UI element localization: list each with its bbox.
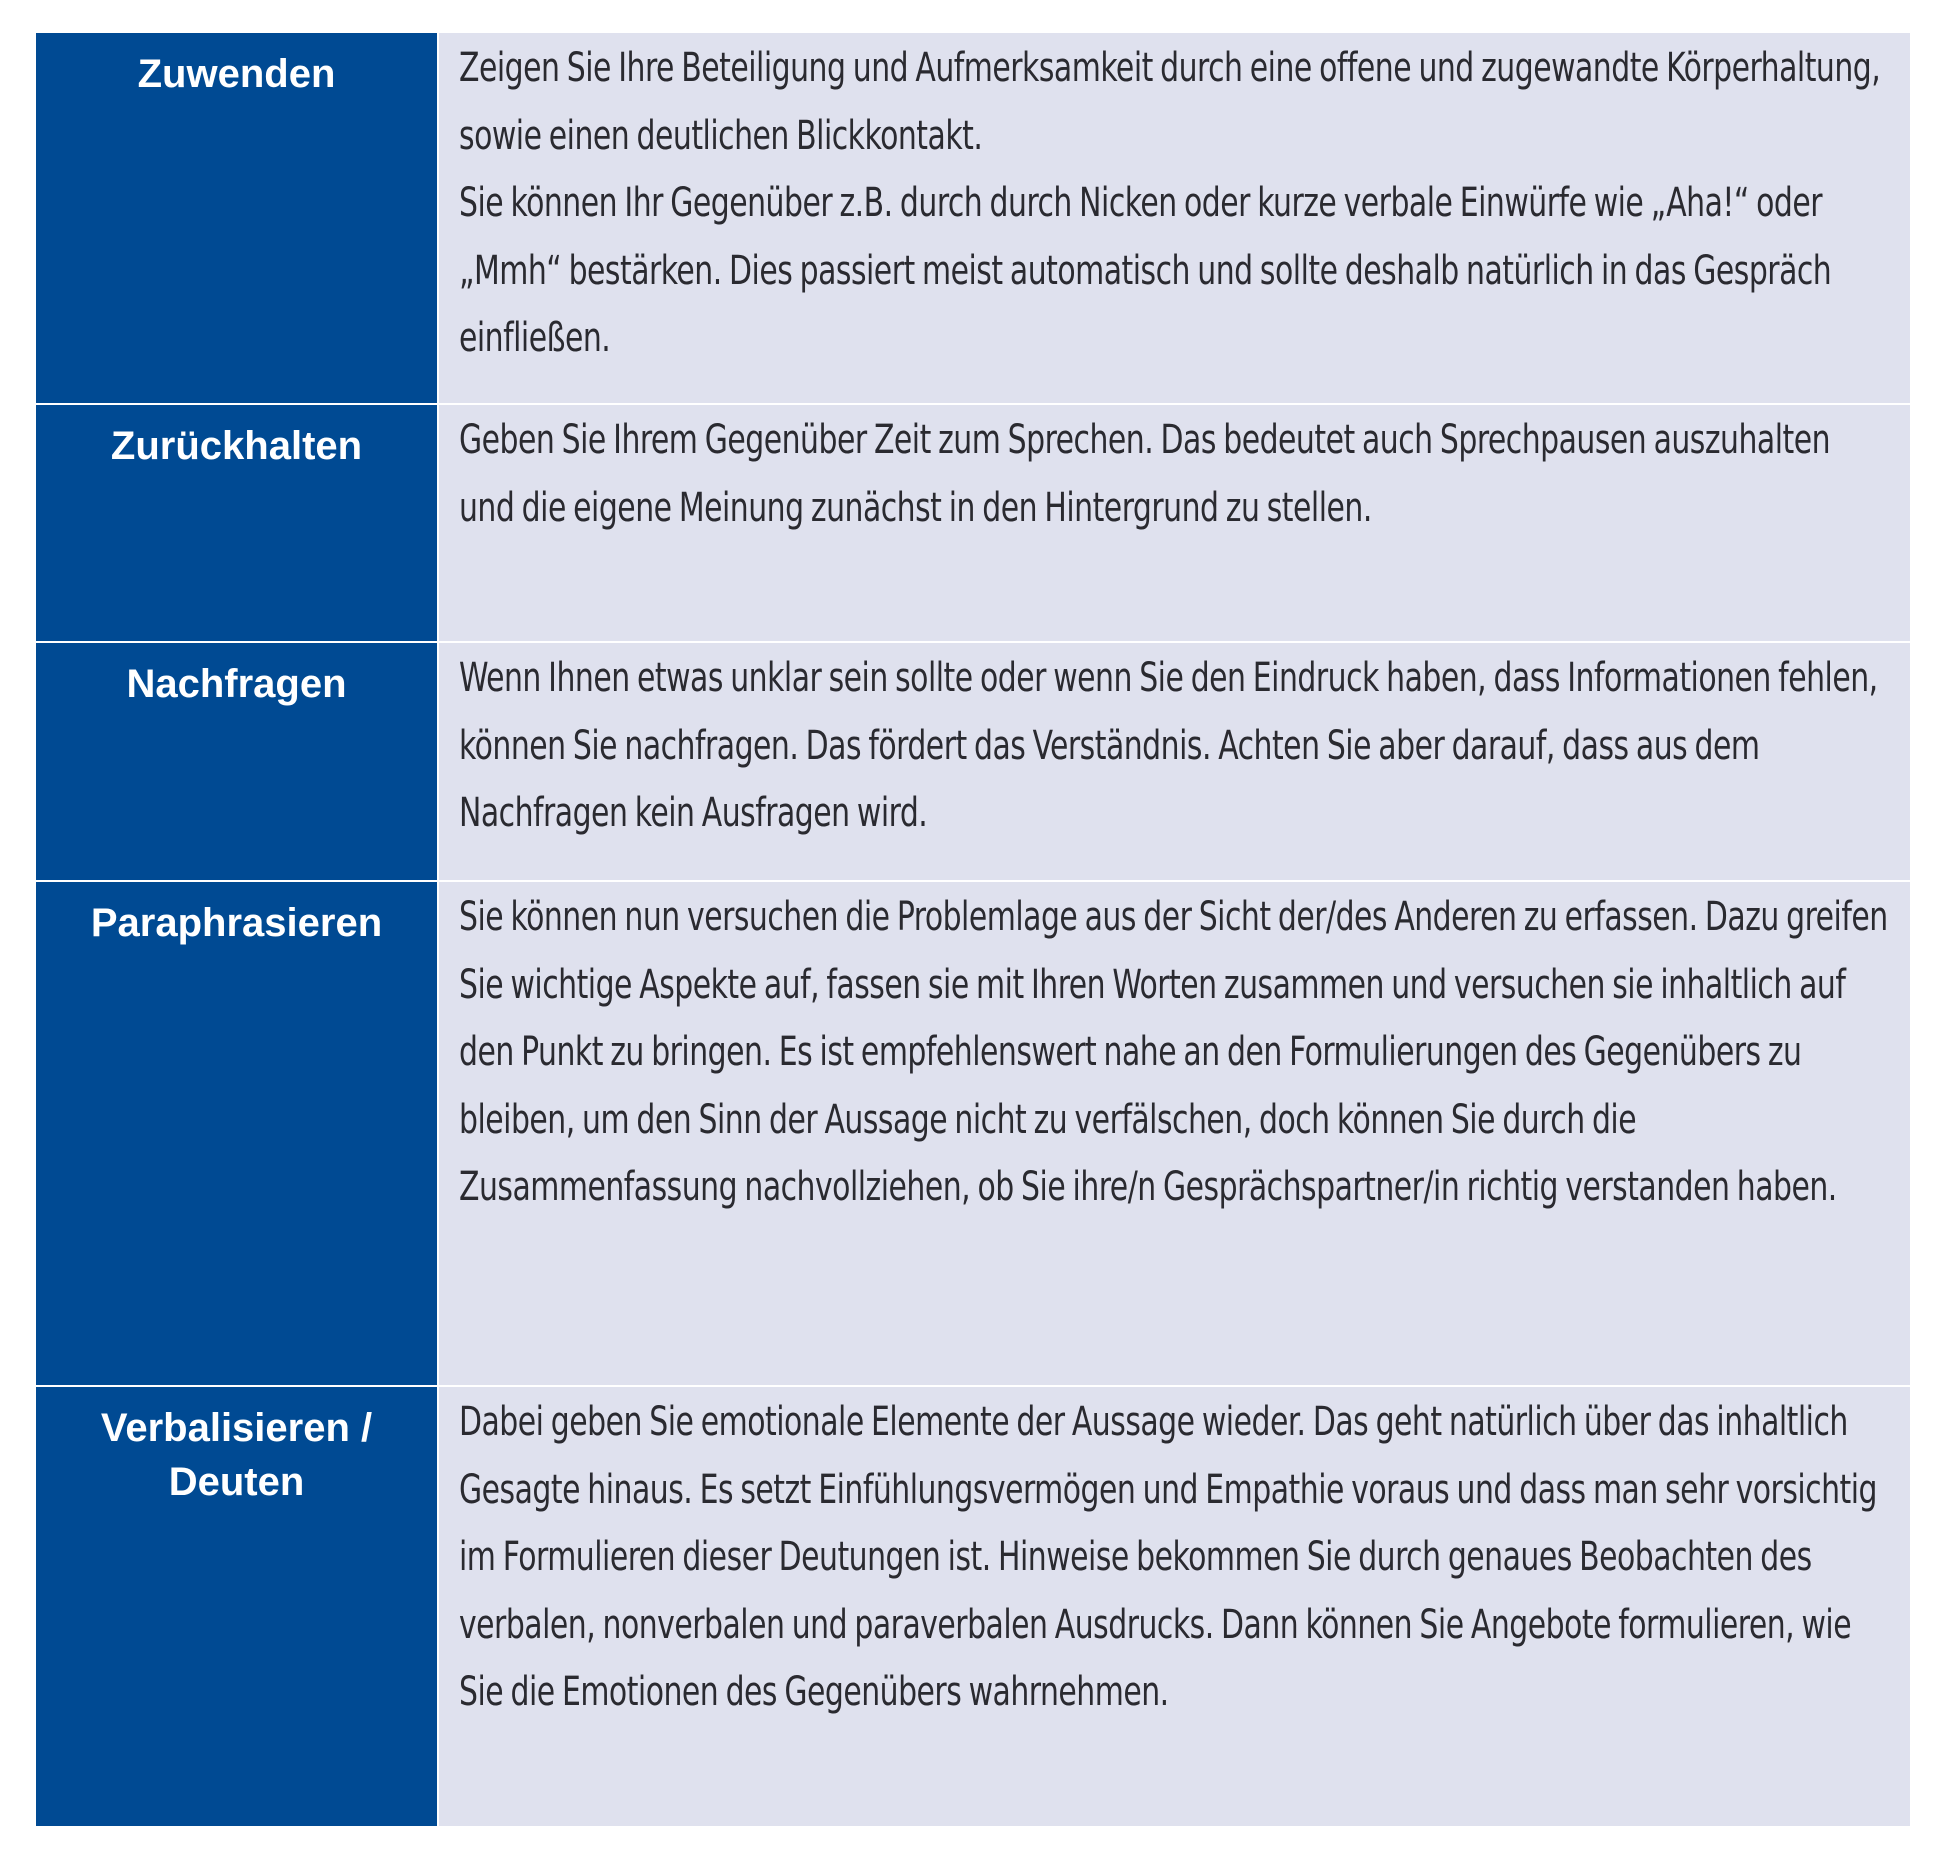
description-cell (439, 882, 1910, 1387)
term-label: Verbalisieren / (100, 1406, 373, 1450)
listening-techniques-table (36, 33, 1910, 1826)
term-cell (36, 643, 439, 882)
description-cell (439, 1387, 1910, 1826)
description-text: Dabei geben Sie emotionale Elemente der Aussage wieder. Das geht natürlich über das inhaltlich Gesagte hinaus. Es setzt Einfühlungsvermögen und Empathie voraus und dass man sehr vorsichtig im Formulieren dieser Deutungen ist. Hinweise bekommen Sie durch genaues Beobachten des verbalen, nonverbalen und paraverbalen Ausdrucks. Dann können Sie Angebote formulieren, wie Sie die Emotionen des Gegenübers wahrnehmen. (459, 1399, 1878, 1715)
term-cell (36, 1387, 439, 1826)
description-text: Wenn Ihnen etwas unklar sein sollte oder wenn Sie den Eindruck haben, dass Informationen fehlen, können Sie nachfragen. Das fördert das Verständnis. Achten Sie aber darauf, dass aus dem Nachfragen kein Ausfragen wird. (459, 655, 1878, 836)
description-cell (439, 643, 1910, 882)
description-text: Geben Sie Ihrem Gegenüber Zeit zum Sprechen. Das bedeutet auch Sprechpausen auszuhalten und die eigene Meinung zunächst in den Hintergrund zu stellen. (459, 417, 1831, 531)
term-cell (36, 405, 439, 643)
term-label: Zuwenden (137, 52, 336, 96)
description-text: Zeigen Sie Ihre Beteiligung und Aufmerksamkeit durch eine offene und zugewandte Körperhaltung, sowie einen deutlichen Blickkontakt. Sie können Ihr Gegenüber z.B. durch durch Nicken oder kurze verbale Einwürfe wie „Aha!“ oder „Mmh“ bestärken. Dies passiert meist automatisch und sollte deshalb natürlich in das Gespräch einfließen. (459, 45, 1881, 361)
description-cell (439, 33, 1910, 405)
term-cell (36, 882, 439, 1387)
term-label: Nachfragen (126, 662, 347, 706)
term-cell (36, 33, 439, 405)
term-label: Paraphrasieren (90, 901, 383, 945)
term-label: Zurückhalten (110, 424, 363, 468)
description-cell (439, 405, 1910, 643)
description-text: Sie können nun versuchen die Problemlage aus der Sicht der/des Anderen zu erfassen. Dazu greifen Sie wichtige Aspekte auf, fassen sie mit Ihren Worten zusammen und versuchen sie inhaltlich auf den Punkt zu bringen. Es ist empfehlenswert nahe an den Formulierungen des Gegenübers zu bleiben, um den Sinn der Aussage nicht zu verfälschen, doch können Sie durch die Zusammenfassung nachvollziehen, ob Sie ihre/n Gesprächspartner/in richtig verstanden haben. (459, 894, 1888, 1210)
term-label: Deuten (168, 1460, 305, 1504)
